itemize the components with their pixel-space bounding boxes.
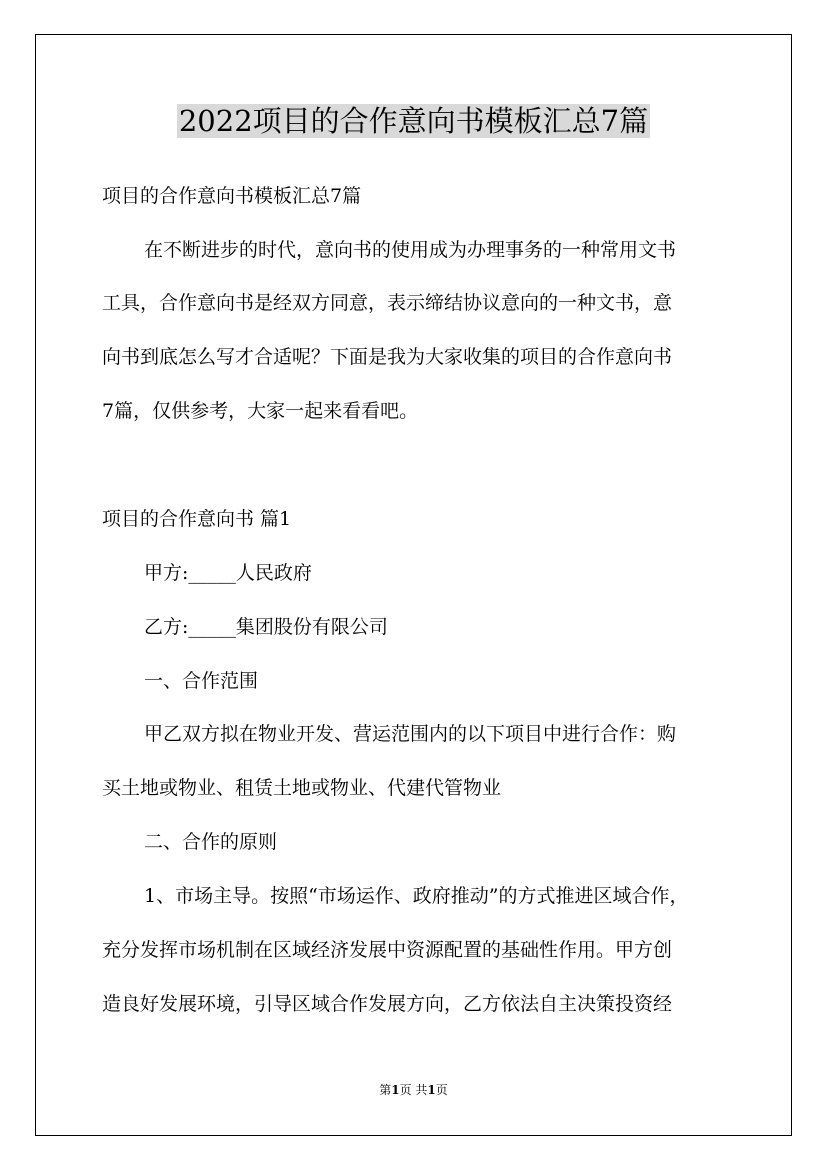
footer-label-mid: 页 共 (399, 1083, 428, 1097)
intro-line-2: 工具，合作意向书是经双方同意，表示缔结协议意向的一种文书，意 (102, 292, 673, 314)
scope-line-2: 买土地或物业、租赁土地或物业、代建代管物业 (102, 777, 502, 799)
principle-line-1: 1、市场主导。按照“市场运作、政府推动”的方式推进区域合作， (144, 885, 689, 907)
footer-page-number: 1 (391, 1083, 400, 1097)
document-title-text: 2022项目的合作意向书模板汇总7篇 (178, 104, 649, 138)
scope-line-1: 甲乙双方拟在物业开发、营运范围内的以下项目中进行合作：购 (144, 723, 677, 745)
intro-line-4: 7篇，仅供参考，大家一起来看看吧。 (102, 400, 419, 422)
party-a: 甲方:_____人民政府 (144, 562, 312, 584)
footer-total-pages: 1 (427, 1083, 436, 1097)
principle-line-2: 充分发挥市场机制在区域经济发展中资源配置的基础性作用。甲方创 (102, 939, 673, 961)
document-title (0, 100, 827, 142)
intro-line-3: 向书到底怎么写才合适呢？下面是我为大家收集的项目的合作意向书 (102, 346, 673, 368)
scope-heading: 一、合作范围 (144, 670, 259, 692)
principle-heading: 二、合作的原则 (144, 831, 278, 853)
intro-line-1: 在不断进步的时代，意向书的使用成为办理事务的一种常用文书 (144, 239, 677, 261)
footer-label-pre: 第 (379, 1083, 392, 1097)
section-heading: 项目的合作意向书 篇1 (102, 508, 292, 530)
principle-line-3: 造良好发展环境，引导区域合作发展方向，乙方依法自主决策投资经 (102, 993, 673, 1015)
party-b: 乙方:_____集团股份有限公司 (144, 616, 388, 638)
page-footer (0, 1081, 827, 1098)
footer-label-post: 页 (435, 1083, 448, 1097)
document-subtitle: 项目的合作意向书模板汇总7篇 (102, 185, 362, 207)
